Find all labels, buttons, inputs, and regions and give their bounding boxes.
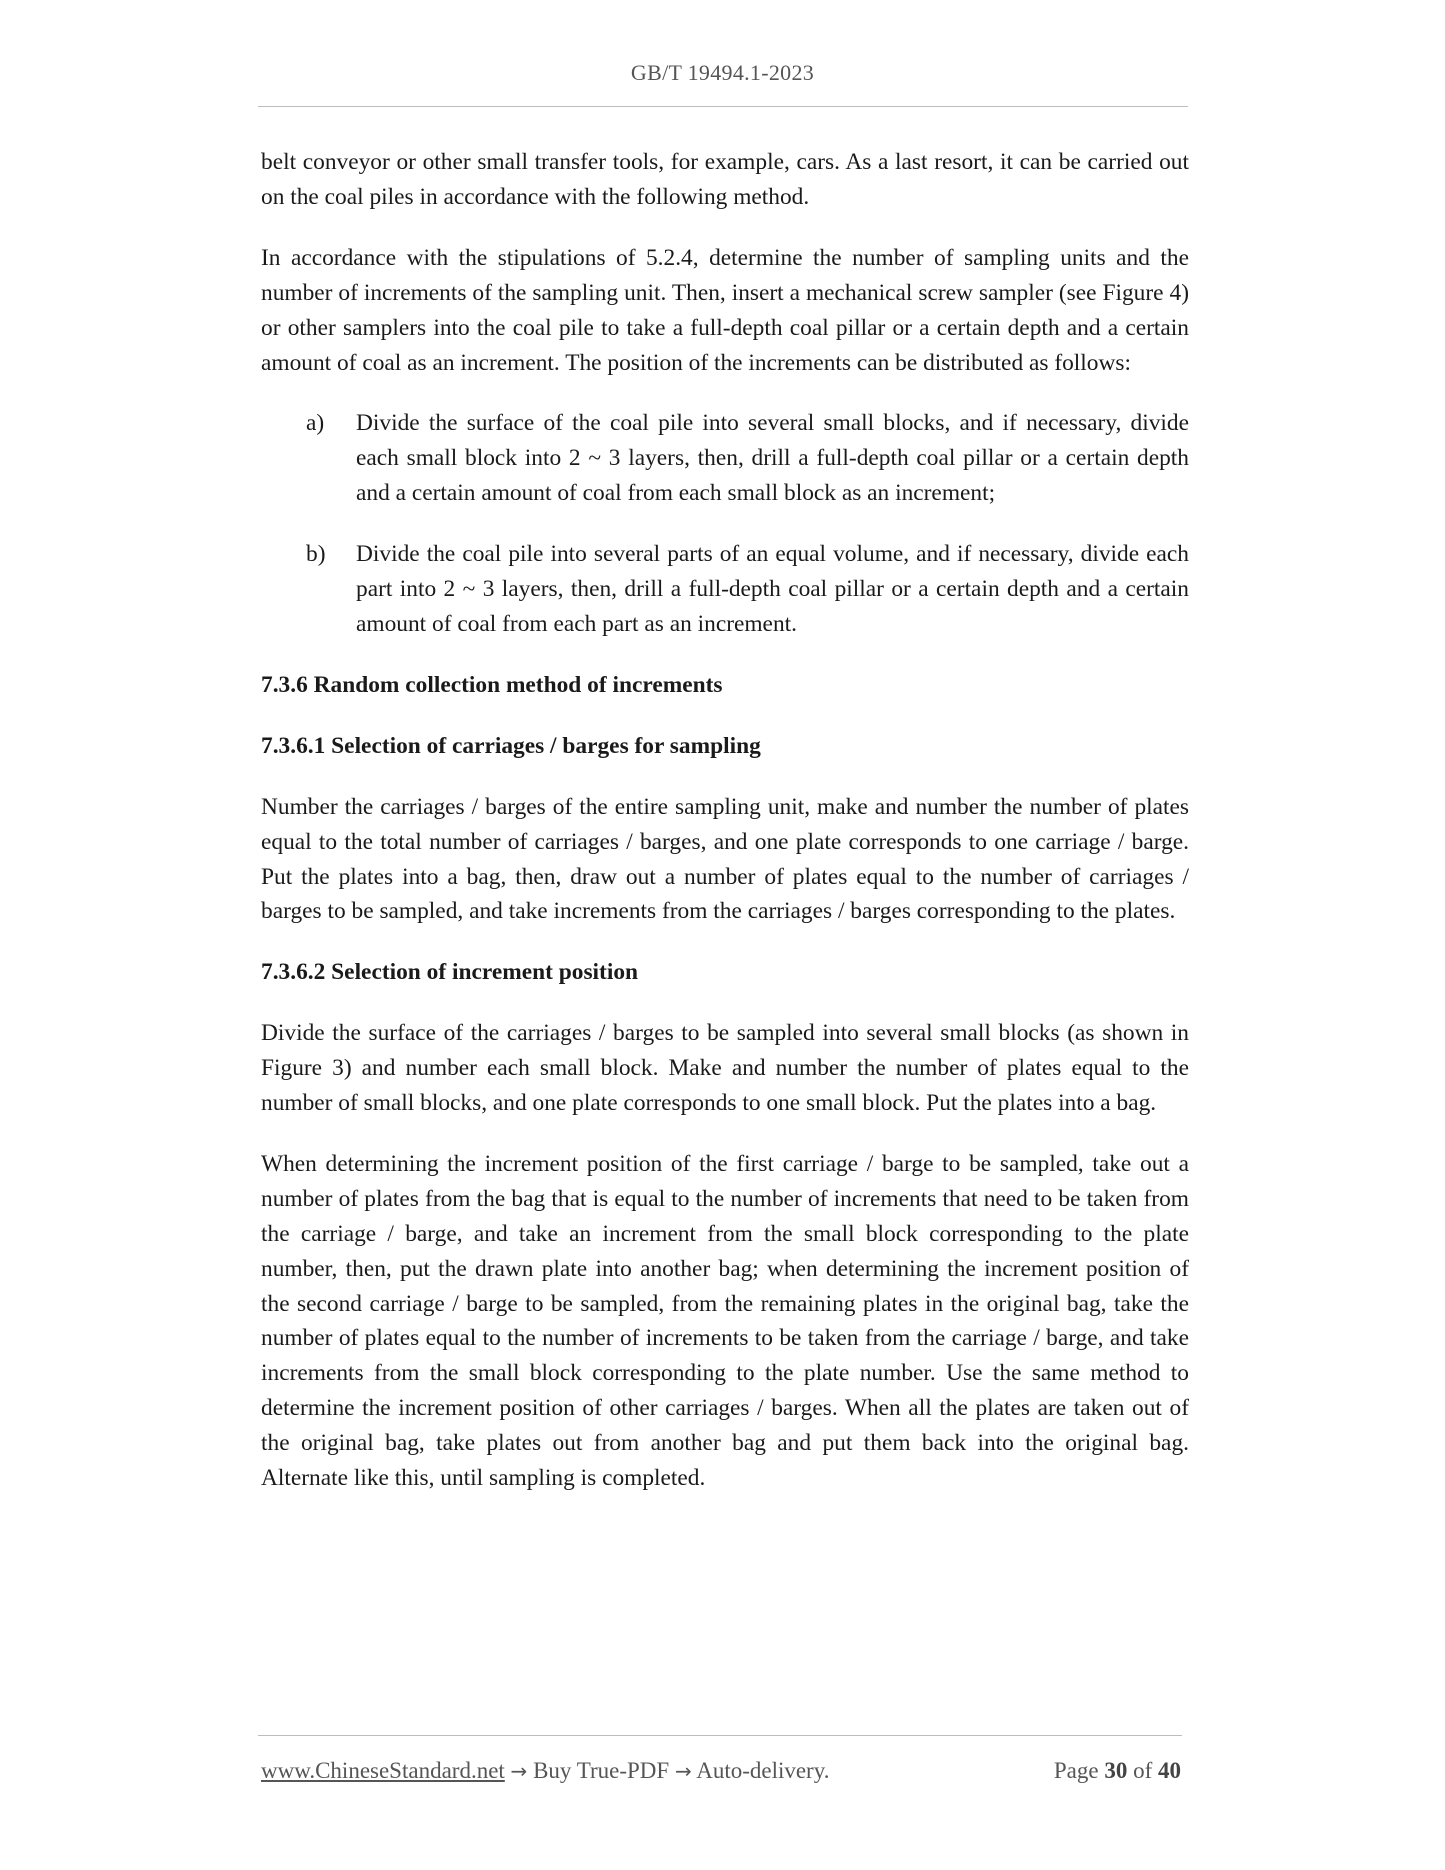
- paragraph: In accordance with the stipulations of 5.2.4, determine the number of sampling units and the number of increments of the sampling unit. Then, insert a mechanical screw sampler (see Figure 4) or other samplers into the coal pile to take a full-depth coal pillar or a certain depth and a certain amount of coal as an increment. The position of the increments can be distributed as follows:: [261, 244, 1189, 376]
- list-marker: a): [306, 410, 325, 437]
- subsection-heading: 7.3.6.1 Selection of carriages / barges for sampling: [261, 732, 761, 759]
- list-item-text: Divide the coal pile into several parts of an equal volume, and if necessary, divide each part into 2 ~ 3 layers, then, drill a full-depth coal pillar or a certain depth and a certain amount of coal from each part as an increment.: [356, 541, 1189, 637]
- total-pages: 40: [1158, 1758, 1181, 1783]
- paragraph: When determining the increment position of the first carriage / barge to be sampled, take out a number of plates from the bag that is equal to the number of increments that need to be taken from the carriage / barge, and take an increment from the small block corresponding to the plate number, then, put the drawn plate into another bag; when determining the increment position of the second carriage / barge to be sampled, from the remaining plates in the original bag, take the number of plates equal to the number of increments to be taken from the carriage / barge, and take increments from the small block corresponding to the plate number. Use the same method to determine the increment position of other carriages / barges. When all the plates are taken out of the original bag, take plates out from another bag and put them back into the original bag. Alternate like this, until sampling is completed.: [261, 1150, 1189, 1492]
- page-content: [261, 145, 1189, 1522]
- section-heading: 7.3.6 Random collection method of increments: [261, 671, 723, 698]
- auto-delivery-text: Auto-delivery.: [696, 1758, 830, 1783]
- paragraph: Divide the surface of the carriages / barges to be sampled into several small blocks (as shown in Figure 3) and number each small block. Make and number the number of plates equal to the number of small blocks, and one plate corresponds to one small block. Put the plates into a bag.: [261, 1020, 1189, 1117]
- of-label: of: [1133, 1758, 1153, 1783]
- arrow-right-icon: →: [674, 1759, 692, 1783]
- document-header-title: GB/T 19494.1-2023: [630, 60, 815, 85]
- subsection-heading: 7.3.6.2 Selection of increment position: [261, 959, 639, 986]
- paragraph: belt conveyor or other small transfer tools, for example, cars. As a last resort, it can be carried out on the coal piles in accordance with the following method.: [261, 149, 1189, 210]
- list-marker: b): [306, 541, 326, 568]
- page-label: Page: [1053, 1758, 1099, 1783]
- paragraph: Number the carriages / barges of the entire sampling unit, make and number the number of plates equal to the total number of carriages / barges, and one plate corresponds to one carriage / barge. Put the plates into a bag, then, draw out a number of plates equal to the number of carriages / barges to be sampled, and take increments from the carriages / barges corresponding to the plates.: [261, 793, 1189, 925]
- footer-promo: [261, 1758, 829, 1784]
- list-item-a: [306, 406, 1189, 511]
- list-item-text: Divide the surface of the coal pile into several small blocks, and if necessary, divide each small block into 2 ~ 3 layers, then, drill a full-depth coal pillar or a certain depth and a certain amount of coal from each small block as an increment;: [356, 410, 1189, 507]
- page-number: 30: [1104, 1758, 1128, 1783]
- header-divider: [258, 106, 1188, 107]
- list-item-b: [306, 537, 1189, 642]
- buy-true-pdf-text: Buy True-PDF: [533, 1758, 670, 1783]
- footer-divider: [258, 1735, 1182, 1736]
- website-link[interactable]: www.ChineseStandard.net: [261, 1758, 505, 1783]
- page-counter: [1054, 1758, 1181, 1784]
- arrow-right-icon: →: [510, 1759, 528, 1783]
